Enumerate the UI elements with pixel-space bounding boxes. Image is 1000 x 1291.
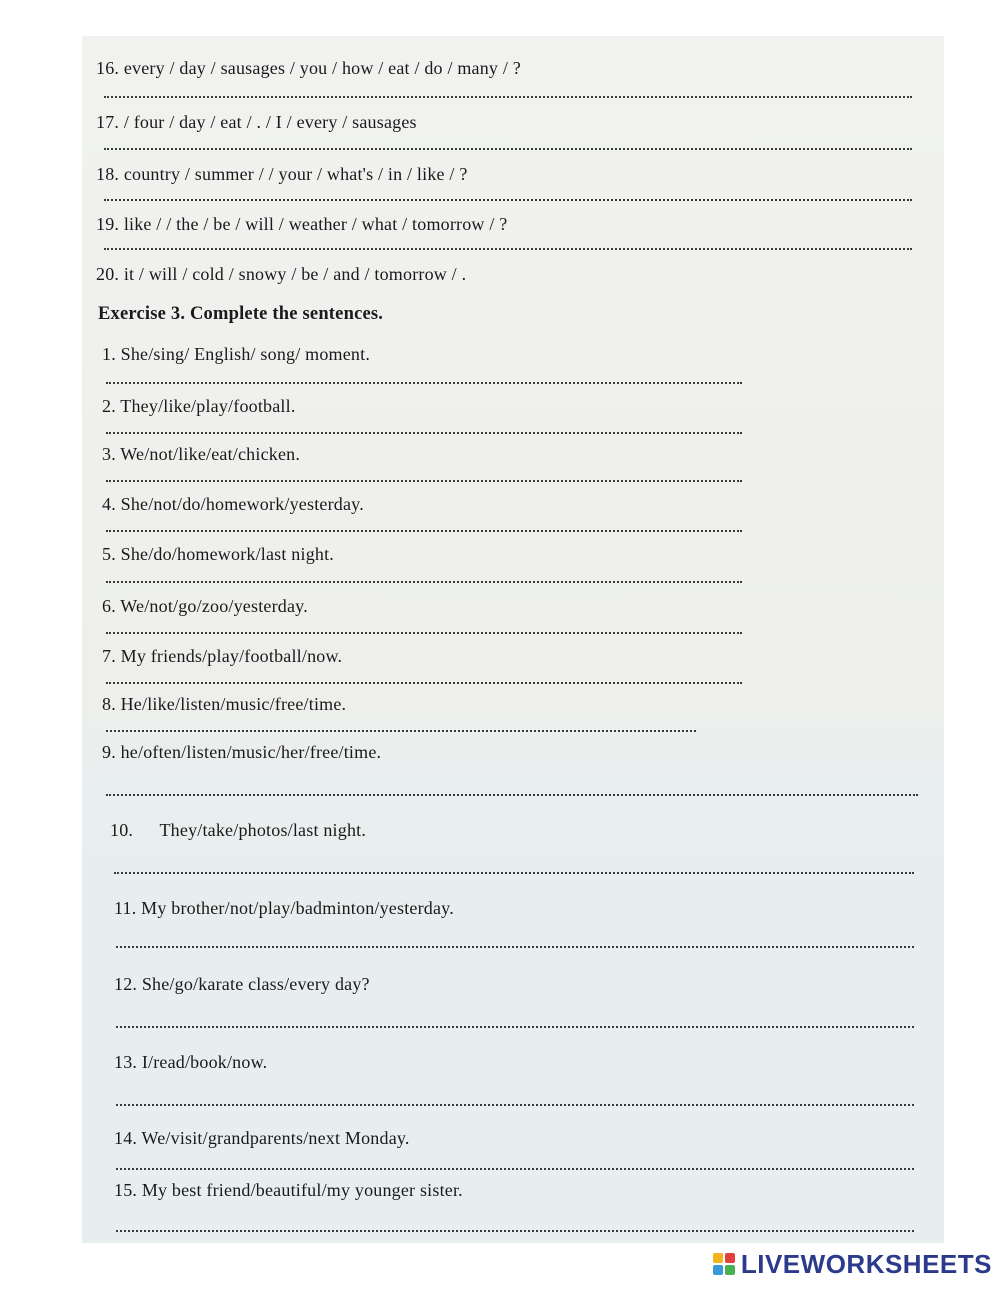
reorder-item-16: 16. every / day / sausages / you / how / eat / do / many / ? <box>96 58 521 78</box>
answer-line-14[interactable] <box>116 1168 914 1170</box>
exercise-3-heading: Exercise 3. Complete the sentences. <box>98 304 384 324</box>
exercise-item-6: 6. We/not/go/zoo/yesterday. <box>102 596 308 616</box>
answer-line-15[interactable] <box>116 1230 914 1232</box>
answer-line-11[interactable] <box>116 946 914 948</box>
answer-line-9[interactable] <box>106 794 918 796</box>
exercise-item-15: 15. My best friend/beautiful/my younger sister. <box>114 1180 463 1200</box>
reorder-item-18: 18. country / summer / / your / what's / in / like / ? <box>96 164 468 184</box>
exercise-item-11: 11. My brother/not/play/badminton/yesterday. <box>114 898 454 918</box>
answer-line-2[interactable] <box>106 432 742 434</box>
reorder-item-20: 20. it / will / cold / snowy / be / and / tomorrow / . <box>96 264 467 284</box>
exercise-item-8: 8. He/like/listen/music/free/time. <box>102 694 347 714</box>
exercise-item-9: 9. he/often/listen/music/her/free/time. <box>102 742 382 762</box>
exercise-item-10: 10. They/take/photos/last night. <box>110 820 367 840</box>
exercise-item-3: 3. We/not/like/eat/chicken. <box>102 444 301 464</box>
answer-line-8[interactable] <box>106 730 696 732</box>
exercise-item-12: 12. She/go/karate class/every day? <box>114 974 370 994</box>
answer-line-1[interactable] <box>106 382 742 384</box>
exercise-item-4: 4. She/not/do/homework/yesterday. <box>102 494 364 514</box>
answer-line-19[interactable] <box>104 248 912 250</box>
logo-squares-icon <box>713 1253 735 1275</box>
answer-line-7[interactable] <box>106 682 742 684</box>
answer-line-13[interactable] <box>116 1104 914 1106</box>
answer-line-4[interactable] <box>106 530 742 532</box>
worksheet-page <box>82 36 944 1243</box>
answer-line-18[interactable] <box>104 199 912 201</box>
logo-text: LIVEWORKSHEETS <box>740 1248 992 1279</box>
exercise-item-13: 13. I/read/book/now. <box>114 1052 268 1072</box>
answer-line-5[interactable] <box>106 581 742 583</box>
answer-line-16[interactable] <box>104 96 912 98</box>
answer-line-17[interactable] <box>104 148 912 150</box>
reorder-item-17: 17. / four / day / eat / . / I / every / sausages <box>96 112 417 132</box>
answer-line-10[interactable] <box>114 872 914 874</box>
exercise-item-1: 1. She/sing/ English/ song/ moment. <box>102 344 371 364</box>
exercise-item-5: 5. She/do/homework/last night. <box>102 544 334 564</box>
answer-line-6[interactable] <box>106 632 742 634</box>
reorder-item-19: 19. like / / the / be / will / weather / what / tomorrow / ? <box>96 214 508 234</box>
answer-line-12[interactable] <box>116 1026 914 1028</box>
exercise-item-2: 2. They/like/play/football. <box>102 396 296 416</box>
exercise-item-14: 14. We/visit/grandparents/next Monday. <box>114 1128 410 1148</box>
exercise-item-7: 7. My friends/play/football/now. <box>102 646 343 666</box>
answer-line-3[interactable] <box>106 480 742 482</box>
liveworksheets-logo <box>713 1247 992 1281</box>
